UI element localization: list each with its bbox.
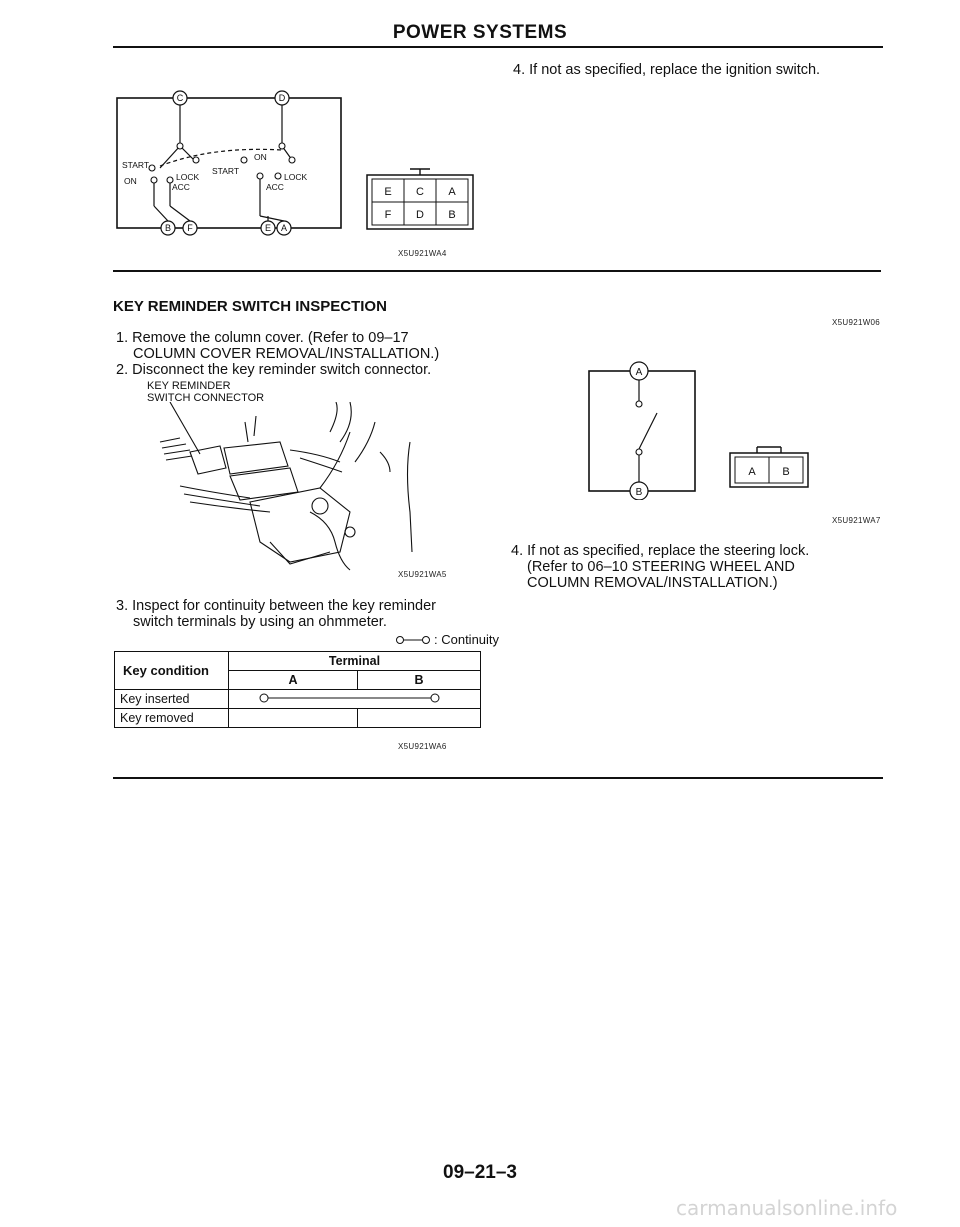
- continuity-cell-inserted: [229, 690, 481, 709]
- section-rule-2: [113, 777, 883, 779]
- terminal-label-d: D: [278, 93, 286, 103]
- photo-label-2: SWITCH CONNECTOR: [147, 392, 265, 404]
- continuity-symbol: [259, 692, 440, 704]
- figure-code-wa7: X5U921WA7: [832, 516, 881, 525]
- steering-lock-connector-diagram: [727, 443, 811, 491]
- steering-step-4-line-2: (Refer to 06–10 STEERING WHEEL AND: [527, 559, 795, 575]
- row-label-key-removed: Key removed: [115, 709, 229, 728]
- kr-step-3-line-2: switch terminals by using an ohmmeter.: [133, 614, 387, 630]
- label-acc: ACC: [172, 182, 190, 192]
- label-on-2: ON: [254, 152, 267, 162]
- photo-code-wa5: X5U921WA5: [398, 570, 447, 579]
- key-reminder-connector-illustration: [150, 402, 440, 572]
- table-header-a: A: [229, 671, 358, 690]
- page-header-title: POWER SYSTEMS: [392, 22, 568, 43]
- ignition-connector-diagram: [364, 165, 476, 233]
- ignition-switch-circuit-diagram: [112, 88, 347, 236]
- pin-a: A: [448, 186, 456, 198]
- header-rule: [113, 46, 883, 48]
- steering-terminal-b: B: [635, 487, 643, 498]
- table-header-b: B: [358, 671, 481, 690]
- kr-step-1-line-2: COLUMN COVER REMOVAL/INSTALLATION.): [133, 346, 440, 362]
- pin-c: C: [416, 186, 424, 198]
- label-acc-2: ACC: [266, 182, 284, 192]
- pin-d: D: [416, 209, 424, 221]
- pin-f: F: [384, 209, 392, 221]
- table-code-wa6: X5U921WA6: [398, 742, 447, 751]
- figure-code-wa4: X5U921WA4: [398, 249, 447, 258]
- steering-pin-b: B: [782, 466, 790, 478]
- ignition-step-4: 4. If not as specified, replace the ignition switch.: [513, 62, 821, 78]
- kr-step-1-line-1: 1. Remove the column cover. (Refer to 09–17: [116, 330, 409, 346]
- table-row: [115, 690, 481, 709]
- steering-step-4-line-1: 4. If not as specified, replace the steering lock.: [511, 543, 810, 559]
- steering-terminal-a: A: [635, 367, 643, 378]
- kr-step-2: 2. Disconnect the key reminder switch connector.: [116, 362, 432, 378]
- empty-cell-b: [358, 709, 481, 728]
- table-header-terminal: Terminal: [229, 652, 481, 671]
- label-start: START: [122, 160, 150, 170]
- terminal-label-b: B: [164, 223, 172, 233]
- row-label-key-inserted: Key inserted: [115, 690, 229, 709]
- continuity-legend-text: : Continuity: [434, 632, 500, 647]
- key-reminder-title: KEY REMINDER SWITCH INSPECTION: [113, 298, 387, 315]
- terminal-label-f: F: [187, 223, 193, 233]
- table-header-key-condition: Key condition: [115, 652, 229, 690]
- terminal-label-e: E: [264, 223, 272, 233]
- steering-pin-a: A: [748, 466, 756, 478]
- pin-e: E: [384, 186, 392, 198]
- label-lock: LOCK: [176, 172, 200, 182]
- terminal-label-c: C: [176, 93, 184, 103]
- continuity-table: [114, 651, 481, 728]
- photo-label-1: KEY REMINDER: [147, 380, 231, 392]
- figure-code-w06: X5U921W06: [832, 318, 881, 327]
- label-on: ON: [124, 176, 137, 186]
- label-lock-2: LOCK: [284, 172, 308, 182]
- terminal-label-a: A: [280, 223, 288, 233]
- kr-step-3-line-1: 3. Inspect for continuity between the key reminder: [116, 598, 436, 614]
- watermark-site: carmanualsonline.info: [676, 1196, 898, 1220]
- page-number: 09–21–3: [443, 1162, 517, 1183]
- label-start-2: START: [212, 166, 240, 176]
- table-row: [115, 709, 481, 728]
- empty-cell-a: [229, 709, 358, 728]
- steering-lock-circuit-diagram: [583, 357, 701, 500]
- section-rule-1: [113, 270, 881, 272]
- steering-step-4-line-3: COLUMN REMOVAL/INSTALLATION.): [527, 575, 778, 591]
- continuity-legend-symbol: [395, 632, 431, 648]
- pin-b: B: [448, 209, 456, 221]
